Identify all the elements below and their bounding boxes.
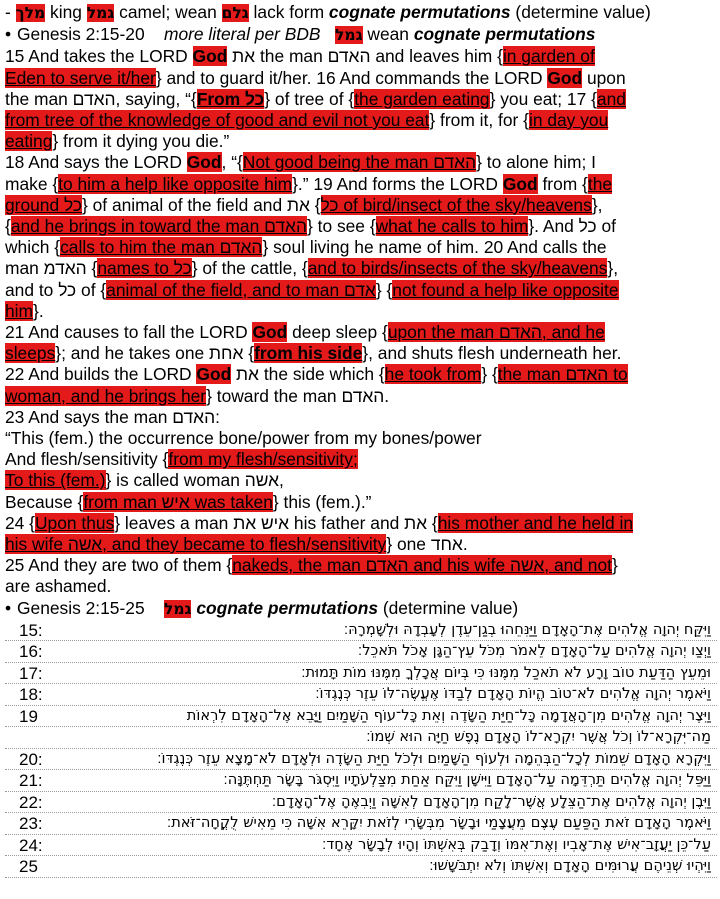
text-run: 22 And builds the LORD bbox=[5, 364, 197, 385]
hebrew-verse-text: וַיִּבֶן יְהוָה אֱלֹהִים אֶת־הַצֵּלָע אֲשֶׁר־לָקַח מִן־הָאָדָם לְאִשָּׁה וַיְבִאֶהָ אֶל־הָאָדָם׃ bbox=[271, 792, 711, 810]
text-run: } toward the man האדם. bbox=[206, 385, 390, 406]
verse-number: 25 bbox=[19, 857, 38, 877]
highlighted-phrase: calls to him the man האדם bbox=[60, 237, 263, 258]
verse-number: 17: bbox=[19, 663, 43, 683]
highlighted-phrase: in garden of bbox=[502, 46, 595, 67]
text-run: 23 And says the man האדם: bbox=[5, 406, 220, 427]
text-run: and to כל of { bbox=[5, 279, 107, 300]
text-run: 15 And takes the LORD bbox=[5, 46, 193, 67]
verse-number: 20: bbox=[19, 749, 43, 769]
text-run: { bbox=[5, 216, 11, 237]
text-run: } bbox=[611, 555, 618, 576]
highlighted-phrase: from his side bbox=[254, 343, 363, 364]
verse-number: 16: bbox=[19, 642, 43, 662]
text-run: }, bbox=[607, 258, 619, 279]
hebrew-verse-text: וַיֹּאמֶר יְהוָה אֱלֹהִים לֹא־טוֹב הֱיוֹת הָאָדָם לְבַדּוֹ אֶעֱשֶׂה־לּוֹ עֵזֶר כְּנֶגְדּוֹ׃ bbox=[315, 685, 711, 703]
highlighted-phrase: and to birds/insects of the sky/heavens bbox=[307, 258, 608, 279]
text-run: “This (fem.) the occurrence bone/power from my bones/power bbox=[5, 428, 482, 449]
paragraph-line bbox=[5, 280, 717, 301]
text-run: the man האדם, saying, “{ bbox=[5, 88, 197, 109]
reference: Genesis 2:15-25 bbox=[17, 597, 145, 618]
verse-row bbox=[5, 770, 717, 792]
text-run: } of the cattle, { bbox=[191, 258, 308, 279]
highlighted-phrase: his wife אשה, and they became to flesh/sensitivity bbox=[5, 534, 387, 555]
verse-row bbox=[5, 813, 717, 835]
hebrew-word-golem: גלם bbox=[221, 4, 249, 22]
highlighted-phrase: animal of the field, and to man אדם bbox=[106, 279, 376, 300]
highlighted-phrase: ground כל bbox=[5, 194, 82, 215]
hebrew-verse-text: וַיְצַו יְהוָה אֱלֹהִים עַל־הָאָדָם לֵאמֹר מִכֹּל עֵץ־הַגָּן אָכֹל תֹּאכֵל׃ bbox=[357, 642, 711, 660]
hebrew-verse-text: מַה־יִּקְרָא־לוֹ וְכֹל אֲשֶׁר יִקְרָא־לוֹ הָאָדָם נֶפֶשׁ חַיָּה הוּא שְׁמוֹ׃ bbox=[366, 728, 711, 746]
highlighted-phrase: כל of bird/insect of the sky/heavens bbox=[320, 194, 592, 215]
text-run: 21 And causes to fall the LORD bbox=[5, 322, 253, 343]
hebrew-verse-text: עַל־כֵּן יַעֲזָב־אִישׁ אֶת־אָבִיו וְאֶת־אִמּוֹ וְדָבַק בְּאִשְׁתּוֹ וְהָיוּ לְבָשָׂר אֶחָד׃ bbox=[321, 835, 711, 853]
paragraph-line bbox=[5, 555, 717, 576]
text-run: 18 And says the LORD bbox=[5, 152, 187, 173]
highlighted-phrase: To this (fem.) bbox=[5, 470, 106, 491]
verse-row bbox=[5, 684, 717, 706]
paragraph-line bbox=[5, 89, 717, 110]
text-run: } { bbox=[375, 279, 393, 300]
paragraph-line bbox=[5, 301, 717, 322]
highlighted-phrase: from man איש was taken bbox=[83, 491, 273, 512]
text-run: } to see { bbox=[306, 216, 376, 237]
paragraph-line bbox=[5, 152, 717, 173]
divine-name-highlight: God bbox=[186, 152, 222, 173]
text-run: }, and shuts flesh underneath her. bbox=[362, 343, 622, 364]
hebrew-word-gamal: גמל bbox=[335, 26, 363, 45]
paragraph-line bbox=[5, 46, 717, 67]
verse-number: 18: bbox=[19, 685, 43, 705]
verse-number: 23: bbox=[19, 814, 43, 834]
hebrew-verse-text: וַיֹּאמֶר הָאָדָם זֹאת הַפַּעַם עֶצֶם מֵעֲצָמַי וּבָשָׂר מִבְּשָׂרִי לְזֹאת יִקָּרֵא אִשָּׁה כִּי מֵאִישׁ לֻקֳחָה־זֹּאת׃ bbox=[166, 814, 711, 832]
hebrew-verse-text: וַיִּקַּח יְהוָה אֱלֹהִים אֶת־הָאָדָם וַיַּנִּחֵהוּ בְגַן־עֵדֶן לְעָבְדָהּ וּלְשָׁמְרָהּ׃ bbox=[343, 620, 711, 638]
verse-number: 22: bbox=[19, 792, 43, 812]
text-run: man האדמ { bbox=[5, 258, 98, 279]
paragraph-line bbox=[5, 110, 717, 131]
highlighted-phrase: Eden to serve it/her bbox=[5, 67, 156, 88]
text-run: את the side which { bbox=[231, 364, 385, 385]
divine-name-highlight: God bbox=[196, 364, 232, 385]
section-heading-literal bbox=[5, 24, 717, 46]
hebrew-word-gamal: גמל bbox=[86, 4, 115, 22]
text-run: } one אחד. bbox=[386, 534, 468, 555]
paragraph-line bbox=[5, 364, 717, 385]
text-run: } and to guard it/her. 16 And commands the LORD bbox=[155, 67, 548, 88]
highlighted-phrase: his mother and he held in bbox=[437, 512, 634, 533]
text-run: } is called woman אשה, bbox=[105, 470, 284, 491]
highlighted-phrase: sleeps bbox=[5, 343, 56, 364]
hebrew-verse-text: וּמֵעֵץ הַדַּעַת טוֹב וָרָע לֹא תֹאכַל מִמֶּנּוּ כִּי בְּיוֹם אֲכָלְךָ מִמֶּנּוּ מוֹת תָּמוּת׃ bbox=[301, 663, 711, 681]
highlighted-phrase: he took from bbox=[384, 364, 482, 385]
intro-text-3: lack form bbox=[248, 2, 329, 22]
text-run: , “{ bbox=[221, 152, 243, 173]
paragraph-line bbox=[5, 174, 717, 195]
paragraph-line bbox=[5, 322, 717, 343]
intro-text-4: (determine value) bbox=[510, 2, 651, 22]
text-run: } to alone him; I bbox=[476, 152, 596, 173]
verse-number: 15: bbox=[19, 620, 43, 640]
highlighted-phrase: Upon thus bbox=[34, 512, 115, 533]
highlighted-phrase: from my flesh/sensitivity; bbox=[168, 449, 358, 470]
text-run: And flesh/sensitivity { bbox=[5, 449, 169, 470]
verse-row bbox=[5, 856, 717, 878]
paragraph-line bbox=[5, 195, 717, 216]
paragraph-line bbox=[5, 470, 717, 491]
text-run: } from it, for { bbox=[429, 110, 529, 131]
highlighted-phrase: him bbox=[5, 300, 34, 321]
highlighted-phrase: From כל bbox=[196, 88, 265, 109]
paragraph-line bbox=[5, 534, 717, 555]
verse-number: 21: bbox=[19, 771, 43, 791]
highlighted-phrase: from tree of the knowledge of good and evil not you eat bbox=[5, 110, 430, 131]
paragraph-line bbox=[5, 386, 717, 407]
highlighted-phrase: the man האדם to bbox=[497, 364, 628, 385]
hebrew-verse-text: וַיַּפֵּל יְהוָה אֱלֹהִים תַּרְדֵּמָה עַל־הָאָדָם וַיִּישָׁן וַיִּקַּח אַחַת מִצַּלְעֹתָיו וַיִּסְגֹּר בָּשָׂר תַּחְתֶּנָּה׃ bbox=[223, 771, 711, 789]
text-run: } this (fem.).” bbox=[272, 491, 372, 512]
highlighted-phrase: names to כל bbox=[97, 258, 192, 279]
reference: Genesis 2:15-20 bbox=[17, 24, 145, 45]
divine-name-highlight: God bbox=[502, 173, 538, 194]
text-run: }. And כל of bbox=[528, 216, 616, 237]
intro-text-1: king bbox=[45, 2, 87, 22]
heading-bold: cognate permutations bbox=[196, 597, 378, 618]
highlighted-phrase: woman, and he brings her bbox=[5, 385, 207, 406]
intro-bold-label: cognate permutations bbox=[328, 2, 511, 22]
heading-text: wean bbox=[362, 24, 414, 45]
text-run: make { bbox=[5, 173, 59, 194]
heading-text: (determine value) bbox=[378, 597, 519, 618]
text-run: }. bbox=[33, 300, 44, 321]
text-run: } { bbox=[481, 364, 498, 385]
highlighted-phrase: the garden eating bbox=[354, 88, 490, 109]
section-heading-hebrew bbox=[5, 598, 717, 620]
paragraph-line bbox=[5, 343, 717, 364]
intro-text-2: camel; wean bbox=[114, 2, 222, 22]
verse-number: 19 bbox=[19, 706, 38, 726]
verse-row bbox=[5, 706, 717, 728]
verse-row bbox=[5, 620, 717, 642]
heading-bold: cognate permutations bbox=[413, 24, 596, 45]
text-run: } of animal of the field and את { bbox=[81, 194, 321, 215]
bullet: • bbox=[5, 24, 12, 45]
text-run: 25 And they are two of them { bbox=[5, 555, 233, 576]
hebrew-verse-text: וַיִּקְרָא הָאָדָם שֵׁמוֹת לְכָל־הַבְּהֵמָה וּלְעוֹף הַשָּׁמַיִם וּלְכֹל חַיַּת הַשָּׂדֶה וּלְאָדָם לֹא־מָצָא עֵזֶר כְּנֶגְדּוֹ׃ bbox=[157, 749, 711, 767]
highlighted-phrase: upon the man האדם, and he bbox=[387, 322, 605, 343]
hebrew-word-gamal: גמל bbox=[163, 599, 192, 618]
verse-row bbox=[5, 749, 717, 771]
highlighted-phrase: to him a help like opposite him bbox=[58, 173, 293, 194]
paragraph-line bbox=[5, 492, 717, 513]
text-run: } soul living he name of him. 20 And calls the bbox=[262, 237, 607, 258]
hebrew-verse-text: וַיִּצֶר יְהוָה אֱלֹהִים מִן־הָאֲדָמָה כָּל־חַיַּת הַשָּׂדֶה וְאֵת כָּל־עוֹף הַשָּׁמַיִם וַיָּבֵא אֶל־הָאָדָם לִרְאוֹת bbox=[186, 706, 711, 724]
text-run: } of tree of { bbox=[264, 88, 355, 109]
divine-name-highlight: God bbox=[192, 46, 228, 67]
paragraph-line bbox=[5, 449, 717, 470]
highlighted-phrase: Not good being the man האדם bbox=[242, 152, 477, 173]
text-run: את the man האדם and leaves him { bbox=[227, 46, 503, 67]
paragraph-line bbox=[5, 68, 717, 89]
text-run: }, bbox=[591, 194, 603, 215]
text-run: Because { bbox=[5, 491, 84, 512]
hebrew-verse-text: וַיִּהְיוּ שְׁנֵיהֶם עֲרוּמִּים הָאָדָם וְאִשְׁתּוֹ וְלֹא יִתְבֹּשָׁשׁוּ׃ bbox=[429, 857, 711, 875]
verse-number: 24: bbox=[19, 835, 43, 855]
paragraph-line bbox=[5, 428, 717, 449]
text-run: }.” 19 And forms the LORD bbox=[292, 173, 503, 194]
text-run: from { bbox=[537, 173, 588, 194]
bullet: • bbox=[5, 597, 12, 618]
text-run: }; and he takes one אחת { bbox=[55, 343, 255, 364]
highlighted-phrase: nakeds, the man האדם and his wife אשה, and not bbox=[232, 555, 612, 576]
highlighted-phrase: what he calls to him bbox=[375, 216, 529, 237]
hebrew-word-melech: מלך bbox=[15, 4, 46, 22]
paragraph-line bbox=[5, 407, 717, 428]
divine-name-highlight: God bbox=[547, 67, 583, 88]
text-run: } leaves a man איש את his father and את { bbox=[114, 512, 438, 533]
verse-row bbox=[5, 792, 717, 814]
verse-row bbox=[5, 641, 717, 663]
heading-italic: more literal per BDB bbox=[163, 24, 321, 45]
highlighted-phrase: and he brings in toward the man האדם bbox=[10, 216, 307, 237]
divine-name-highlight: God bbox=[252, 322, 288, 343]
paragraph-line bbox=[5, 513, 717, 534]
hebrew-verse-list bbox=[5, 620, 717, 878]
text-run: upon bbox=[582, 67, 626, 88]
verse-row bbox=[5, 727, 717, 749]
paragraph-line bbox=[5, 216, 717, 237]
highlighted-phrase: in day you bbox=[528, 110, 609, 131]
paragraph-line bbox=[5, 131, 717, 152]
dash: - bbox=[5, 2, 11, 22]
verse-row bbox=[5, 835, 717, 857]
verse-row bbox=[5, 663, 717, 685]
text-run: } you eat; 17 { bbox=[489, 88, 597, 109]
translation-paragraph bbox=[5, 46, 717, 597]
text-run: } from it dying you die.” bbox=[52, 131, 230, 152]
paragraph-line bbox=[5, 258, 717, 279]
text-run: are ashamed. bbox=[5, 576, 112, 597]
highlighted-phrase: the bbox=[587, 173, 613, 194]
highlighted-phrase: eating bbox=[5, 131, 53, 152]
paragraph-line bbox=[5, 576, 717, 597]
text-run: which { bbox=[5, 237, 61, 258]
intro-line bbox=[5, 2, 717, 24]
paragraph-line bbox=[5, 237, 717, 258]
text-run: 24 { bbox=[5, 512, 35, 533]
text-run: deep sleep { bbox=[287, 322, 388, 343]
highlighted-phrase: and bbox=[596, 88, 626, 109]
highlighted-phrase: not found a help like opposite bbox=[392, 279, 619, 300]
